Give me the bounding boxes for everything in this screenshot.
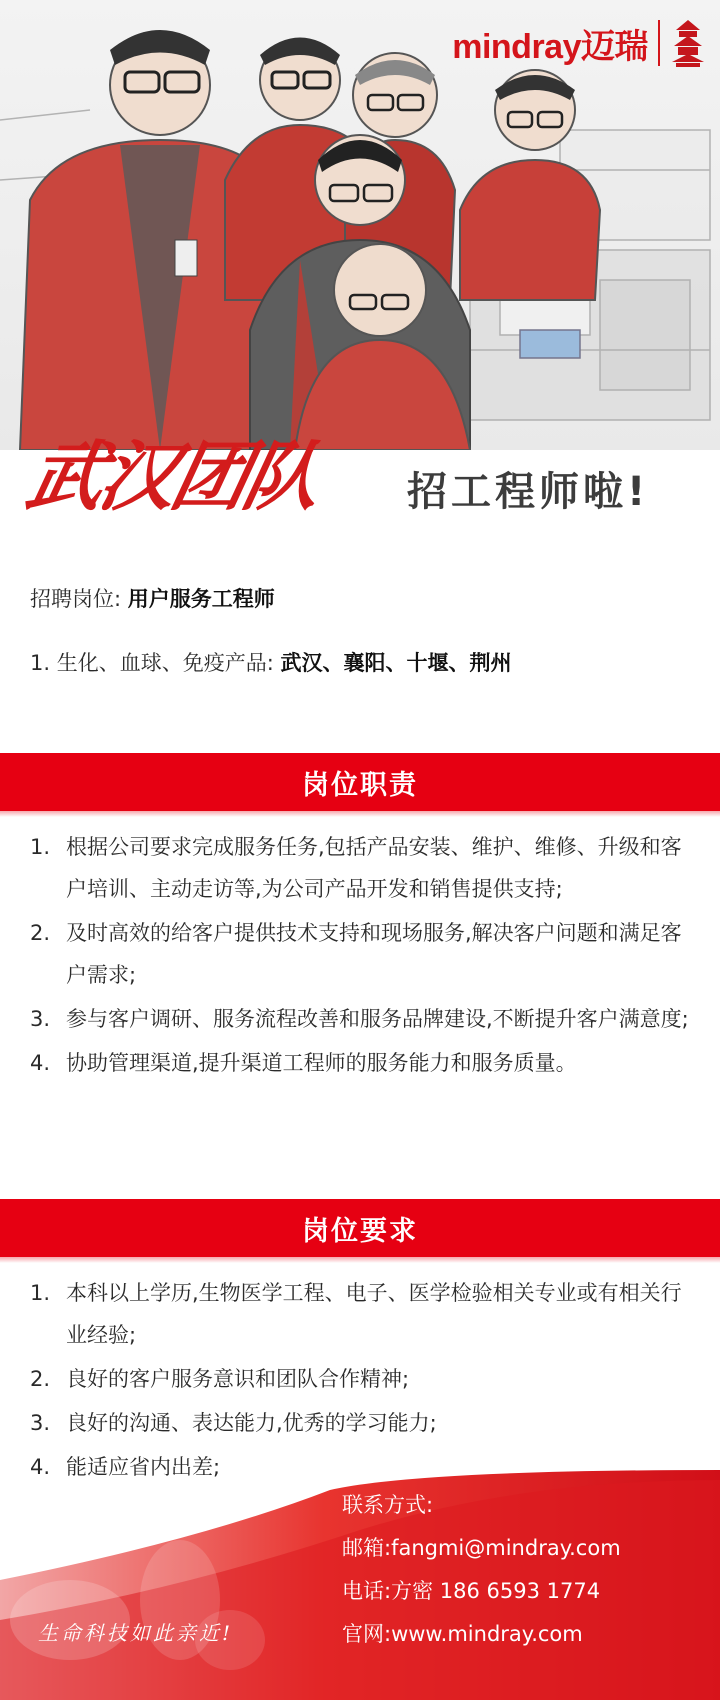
slogan: 生命科技如此亲近!: [38, 1621, 234, 1645]
contact-block: [342, 1484, 621, 1656]
contact-phone[interactable]: 电话:方密 186 6593 1774: [342, 1579, 601, 1603]
requirements-list: [30, 1272, 702, 1490]
products-cities: 武汉、襄阳、十堰、荆州: [280, 651, 512, 675]
duties-banner: [0, 753, 720, 811]
products-prefix: 1. 生化、血球、免疫产品:: [30, 651, 274, 675]
position-value: 用户服务工程师: [127, 587, 275, 611]
requirements-title: 岗位要求: [302, 1215, 418, 1247]
duties-list: [30, 826, 702, 1086]
list-item: 2. 及时高效的给客户提供技术支持和现场服务,解决客户问题和满足客户需求;: [30, 921, 682, 987]
contact-email[interactable]: 邮箱:fangmi@mindray.com: [342, 1536, 621, 1560]
brand-logo: [452, 18, 706, 68]
list-item: 3. 良好的沟通、表达能力,优秀的学习能力;: [30, 1411, 437, 1435]
contact-website[interactable]: 官网:www.mindray.com: [342, 1622, 583, 1646]
list-item: 4. 协助管理渠道,提升渠道工程师的服务能力和服务质量。: [30, 1051, 577, 1075]
list-item: 3. 参与客户调研、服务流程改善和服务品牌建设,不断提升客户满意度;: [30, 1007, 689, 1031]
requirements-banner: [0, 1199, 720, 1257]
team-name-calligraphy: 武汉团队: [19, 432, 327, 521]
hero-illustration: [0, 0, 720, 450]
headline: [0, 412, 720, 522]
contact-heading: 联系方式:: [342, 1493, 434, 1517]
duties-title: 岗位职责: [302, 769, 418, 801]
list-item: 2. 良好的客户服务意识和团队合作精神;: [30, 1367, 410, 1391]
list-item: 1. 根据公司要求完成服务任务,包括产品安装、维护、维修、升级和客户培训、主动走访等,为公司产品开发和销售提供支持;: [30, 835, 682, 901]
page-title: 招工程师啦!: [407, 469, 650, 515]
position-label: 招聘岗位:: [30, 587, 122, 611]
products-row: [30, 647, 511, 677]
brand-name: mindray迈瑞: [452, 27, 648, 66]
tower-seal-icon: [670, 18, 706, 68]
brand-divider: [658, 20, 660, 66]
list-item: 1. 本科以上学历,生物医学工程、电子、医学检验相关专业或有相关行业经验;: [30, 1281, 682, 1347]
position-row: [30, 583, 275, 613]
list-item: 4. 能适应省内出差;: [30, 1455, 221, 1479]
